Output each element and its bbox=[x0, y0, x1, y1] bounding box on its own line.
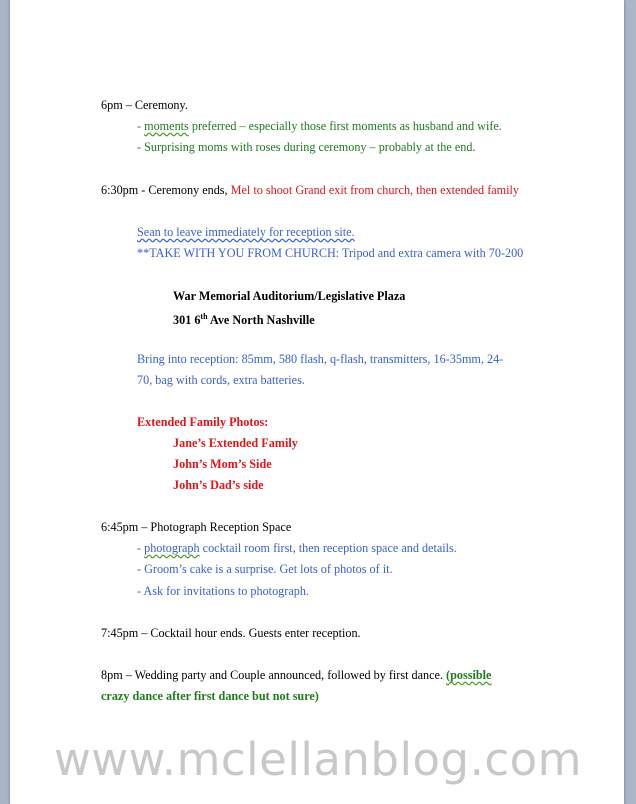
ceremony-ends-text: 6:30pm - Ceremony ends, bbox=[101, 183, 231, 197]
bullet-prefix: - bbox=[137, 119, 145, 133]
bullet-rest: preferred – especially those first moments as husband and wife. bbox=[188, 119, 502, 133]
take-with-you-note: **TAKE WITH YOU FROM CHURCH: Tripod and extra camera with 70-200 bbox=[137, 246, 524, 260]
first-dance-line bbox=[101, 667, 491, 683]
first-dance-text: 8pm – Wedding party and Couple announced, followed by first dance. bbox=[101, 668, 447, 682]
ceremony-bullet-moments bbox=[137, 118, 502, 134]
address-superscript: th bbox=[200, 312, 208, 321]
cocktail-hour-line: 7:45pm – Cocktail hour ends. Guests enter reception. bbox=[101, 626, 361, 640]
document-page bbox=[10, 0, 624, 804]
reception-bullet-invitations: - Ask for invitations to photograph. bbox=[137, 584, 309, 598]
reception-bullet-cake: - Groom’s cake is a surprise. Get lots of photos of it. bbox=[137, 562, 393, 576]
reception-bullet-photograph bbox=[137, 540, 457, 556]
ceremony-ends-line bbox=[101, 182, 519, 198]
bullet-rest: cocktail room first, then reception space and details. bbox=[199, 541, 457, 555]
ceremony-bullet-roses: - Surprising moms with roses during ceremony – probably at the end. bbox=[137, 140, 476, 154]
spellcheck-word-photograph: photograph bbox=[144, 541, 200, 555]
reception-heading: 6:45pm – Photograph Reception Space bbox=[101, 520, 292, 534]
family-item: John’s Dad’s side bbox=[173, 478, 264, 492]
address-street: Ave North Nashville bbox=[207, 313, 315, 328]
gear-list-line-1: Bring into reception: 85mm, 580 flash, q-flash, transmitters, 16-35mm, 24- bbox=[137, 352, 504, 366]
grand-exit-note: Mel to shoot Grand exit from church, then extended family bbox=[230, 183, 520, 197]
bullet-prefix: - bbox=[137, 541, 145, 555]
sean-leave-note: Sean to leave immediately for reception site. bbox=[137, 225, 355, 239]
family-item: Jane’s Extended Family bbox=[173, 436, 298, 450]
extended-family-heading: Extended Family Photos: bbox=[137, 415, 269, 429]
venue-name: War Memorial Auditorium/Legislative Plaza bbox=[173, 289, 406, 303]
gear-list-line-2: 70, bag with cords, extra batteries. bbox=[137, 373, 305, 387]
crazy-dance-note: crazy dance after first dance but not sure) bbox=[101, 689, 319, 703]
venue-address bbox=[173, 309, 315, 328]
address-number: 301 6 bbox=[173, 313, 201, 328]
spellcheck-word-moments: moments bbox=[144, 119, 189, 133]
family-item: John’s Mom’s Side bbox=[173, 457, 272, 471]
ceremony-heading: 6pm – Ceremony. bbox=[101, 98, 188, 112]
possible-note: (possible bbox=[446, 668, 492, 682]
watermark-text: www.mclellanblog.com bbox=[53, 733, 583, 786]
